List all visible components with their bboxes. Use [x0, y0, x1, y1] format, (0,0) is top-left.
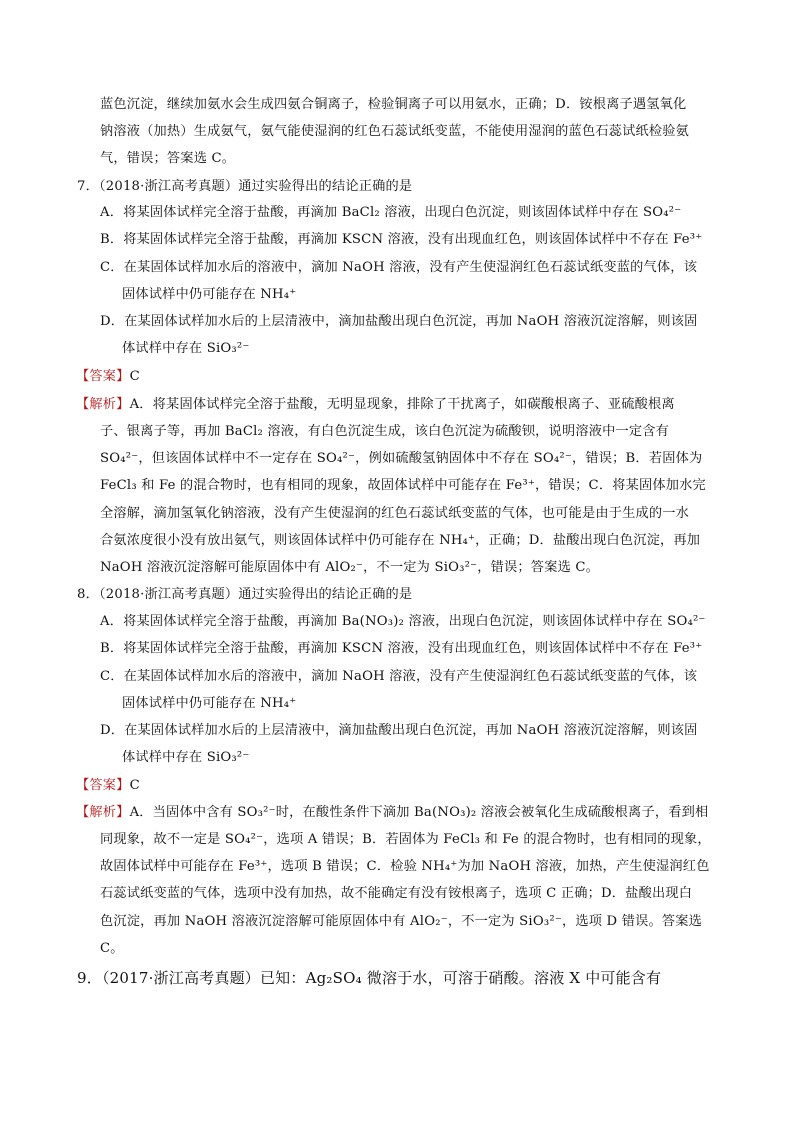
q7-option-d-line-1: D．在某固体试样加水后的上层清液中，滴加盐酸出现白色沉淀，再加 NaOH 溶液沉淀溶解，则该固	[100, 314, 698, 329]
q8-option-c-line-1: C．在某固体试样加水后的溶液中，滴加 NaOH 溶液，没有产生使湿润红色石蕊试纸变蓝的气体，该	[100, 669, 698, 684]
q8-option-b: B．将某固体试样完全溶于盐酸，再滴加 KSCN 溶液，没有出现血红色，则该固体试样中不存在 Fe³⁺	[100, 641, 703, 656]
q7-option-b: B．将某固体试样完全溶于盐酸，再滴加 KSCN 溶液，没有出现血红色，则该固体试样中不存在 Fe³⁺	[100, 232, 703, 247]
q8-option-d-line-2: 体试样中存在 SiO₃²⁻	[122, 750, 250, 765]
q8-answer-value: C	[129, 778, 140, 793]
q8-analysis-line-6: C。	[100, 941, 124, 956]
q7-analysis-line-1	[76, 396, 675, 414]
q7-option-a: A．将某固体试样完全溶于盐酸，再滴加 BaCl₂ 溶液，出现白色沉淀，则该固体试样中存在 SO₄²⁻	[100, 205, 682, 220]
q8-option-d-line-1: D．在某固体试样加水后的上层清液中，滴加盐酸出现白色沉淀，再加 NaOH 溶液沉淀溶解，则该固	[100, 723, 698, 738]
q7-option-c-line-2: 固体试样中仍可能存在 NH₄⁺	[122, 287, 297, 302]
q7-analysis-line-5: 全溶解，滴加氢氧化钠溶液，没有产生使湿润的红色石蕊试纸变蓝的气体，也可能是由于生成的一水	[100, 506, 690, 521]
q7-analysis-tag: 【解析】	[76, 397, 130, 412]
q7-analysis-line-7: NaOH 溶液沉淀溶解可能原固体中有 AlO₂⁻，不一定为 SiO₃²⁻，错误；答案选 C。	[100, 560, 600, 575]
q8-analysis-tag: 【解析】	[76, 805, 130, 820]
q7-analysis-text-1: A．将某固体试样完全溶于盐酸，无明显现象，排除了干扰离子，如碳酸根离子、亚硫酸根离	[129, 397, 675, 412]
q7-answer	[76, 368, 140, 386]
q8-answer-tag: 【答案】	[76, 778, 130, 793]
q8-analysis-line-5: 色沉淀，再加 NaOH 溶液沉淀溶解可能原固体中有 AlO₂⁻，不一定为 SiO₃²⁻，选项 D 错误。答案选	[100, 914, 703, 929]
q8-analysis-line-3: 故固体试样中可能存在 Fe³⁺，选项 B 错误；C．检验 NH₄⁺为加 NaOH 溶液，加热，产生使湿润红色	[100, 859, 710, 874]
q9-stem: 9．（2017·浙江高考真题）已知：Ag₂SO₄ 微溶于水，可溶于硝酸。溶液 X 中可能含有	[77, 969, 662, 987]
q6-explanation-line-2: 钠溶液（加热）生成氨气，氨气能使湿润的红色石蕊试纸变蓝，不能使用湿润的蓝色石蕊试纸检验氨	[100, 124, 690, 139]
q7-stem: 7．（2018·浙江高考真题）通过实验得出的结论正确的是	[77, 179, 413, 194]
q7-analysis-line-2: 子、银离子等，再加 BaCl₂ 溶液，有白色沉淀生成，该白色沉淀为硫酸钡，说明溶液中一定含有	[100, 424, 670, 439]
q8-option-c-line-2: 固体试样中仍可能存在 NH₄⁺	[122, 696, 297, 711]
q8-analysis-line-4: 石蕊试纸变蓝的气体，选项中没有加热，故不能确定有没有铵根离子，选项 C 正确；D．盐酸出现白	[100, 886, 693, 901]
q8-analysis-line-1	[76, 804, 708, 822]
q8-answer	[76, 777, 140, 795]
q6-explanation-line-1: 蓝色沉淀，继续加氨水会生成四氨合铜离子，检验铜离子可以用氨水，正确；D．铵根离子遇氢氧化	[100, 97, 687, 112]
q6-explanation-line-3: 气，错误；答案选 C。	[100, 151, 236, 166]
q7-option-c-line-1: C．在某固体试样加水后的溶液中，滴加 NaOH 溶液，没有产生使湿润红色石蕊试纸变蓝的气体，该	[100, 260, 698, 275]
q7-option-d-line-2: 体试样中存在 SiO₃²⁻	[122, 341, 250, 356]
q7-analysis-line-3: SO₄²⁻，但该固体试样中不一定存在 SO₄²⁻，例如硫酸氢钠固体中不存在 SO₄²⁻，错误；B．若固体为	[100, 451, 703, 466]
q8-analysis-text-1: A．当固体中含有 SO₃²⁻时，在酸性条件下滴加 Ba(NO₃)₂ 溶液会被氧化生成硫酸根离子，看到相	[129, 805, 709, 820]
q8-option-a: A．将某固体试样完全溶于盐酸，再滴加 Ba(NO₃)₂ 溶液，出现白色沉淀，则该固体试样中存在 SO₄²⁻	[100, 614, 706, 629]
q8-stem: 8．（2018·浙江高考真题）通过实验得出的结论正确的是	[77, 587, 413, 602]
q7-answer-tag: 【答案】	[76, 369, 130, 384]
q7-answer-value: C	[129, 369, 140, 384]
q7-analysis-line-4: FeCl₃ 和 Fe 的混合物时，也有相同的现象，故固体试样中可能存在 Fe³⁺，错误；C．将某固体加水完	[100, 478, 706, 493]
q8-analysis-line-2: 同现象，故不一定是 SO₄²⁻，选项 A 错误；B．若固体为 FeCl₃ 和 Fe 的混合物时，也有相同的现象，	[100, 832, 711, 847]
q7-analysis-line-6: 合氨浓度很小没有放出氨气，则该固体试样中仍可能存在 NH₄⁺，正确；D．盐酸出现白色沉淀，再加	[100, 533, 701, 548]
